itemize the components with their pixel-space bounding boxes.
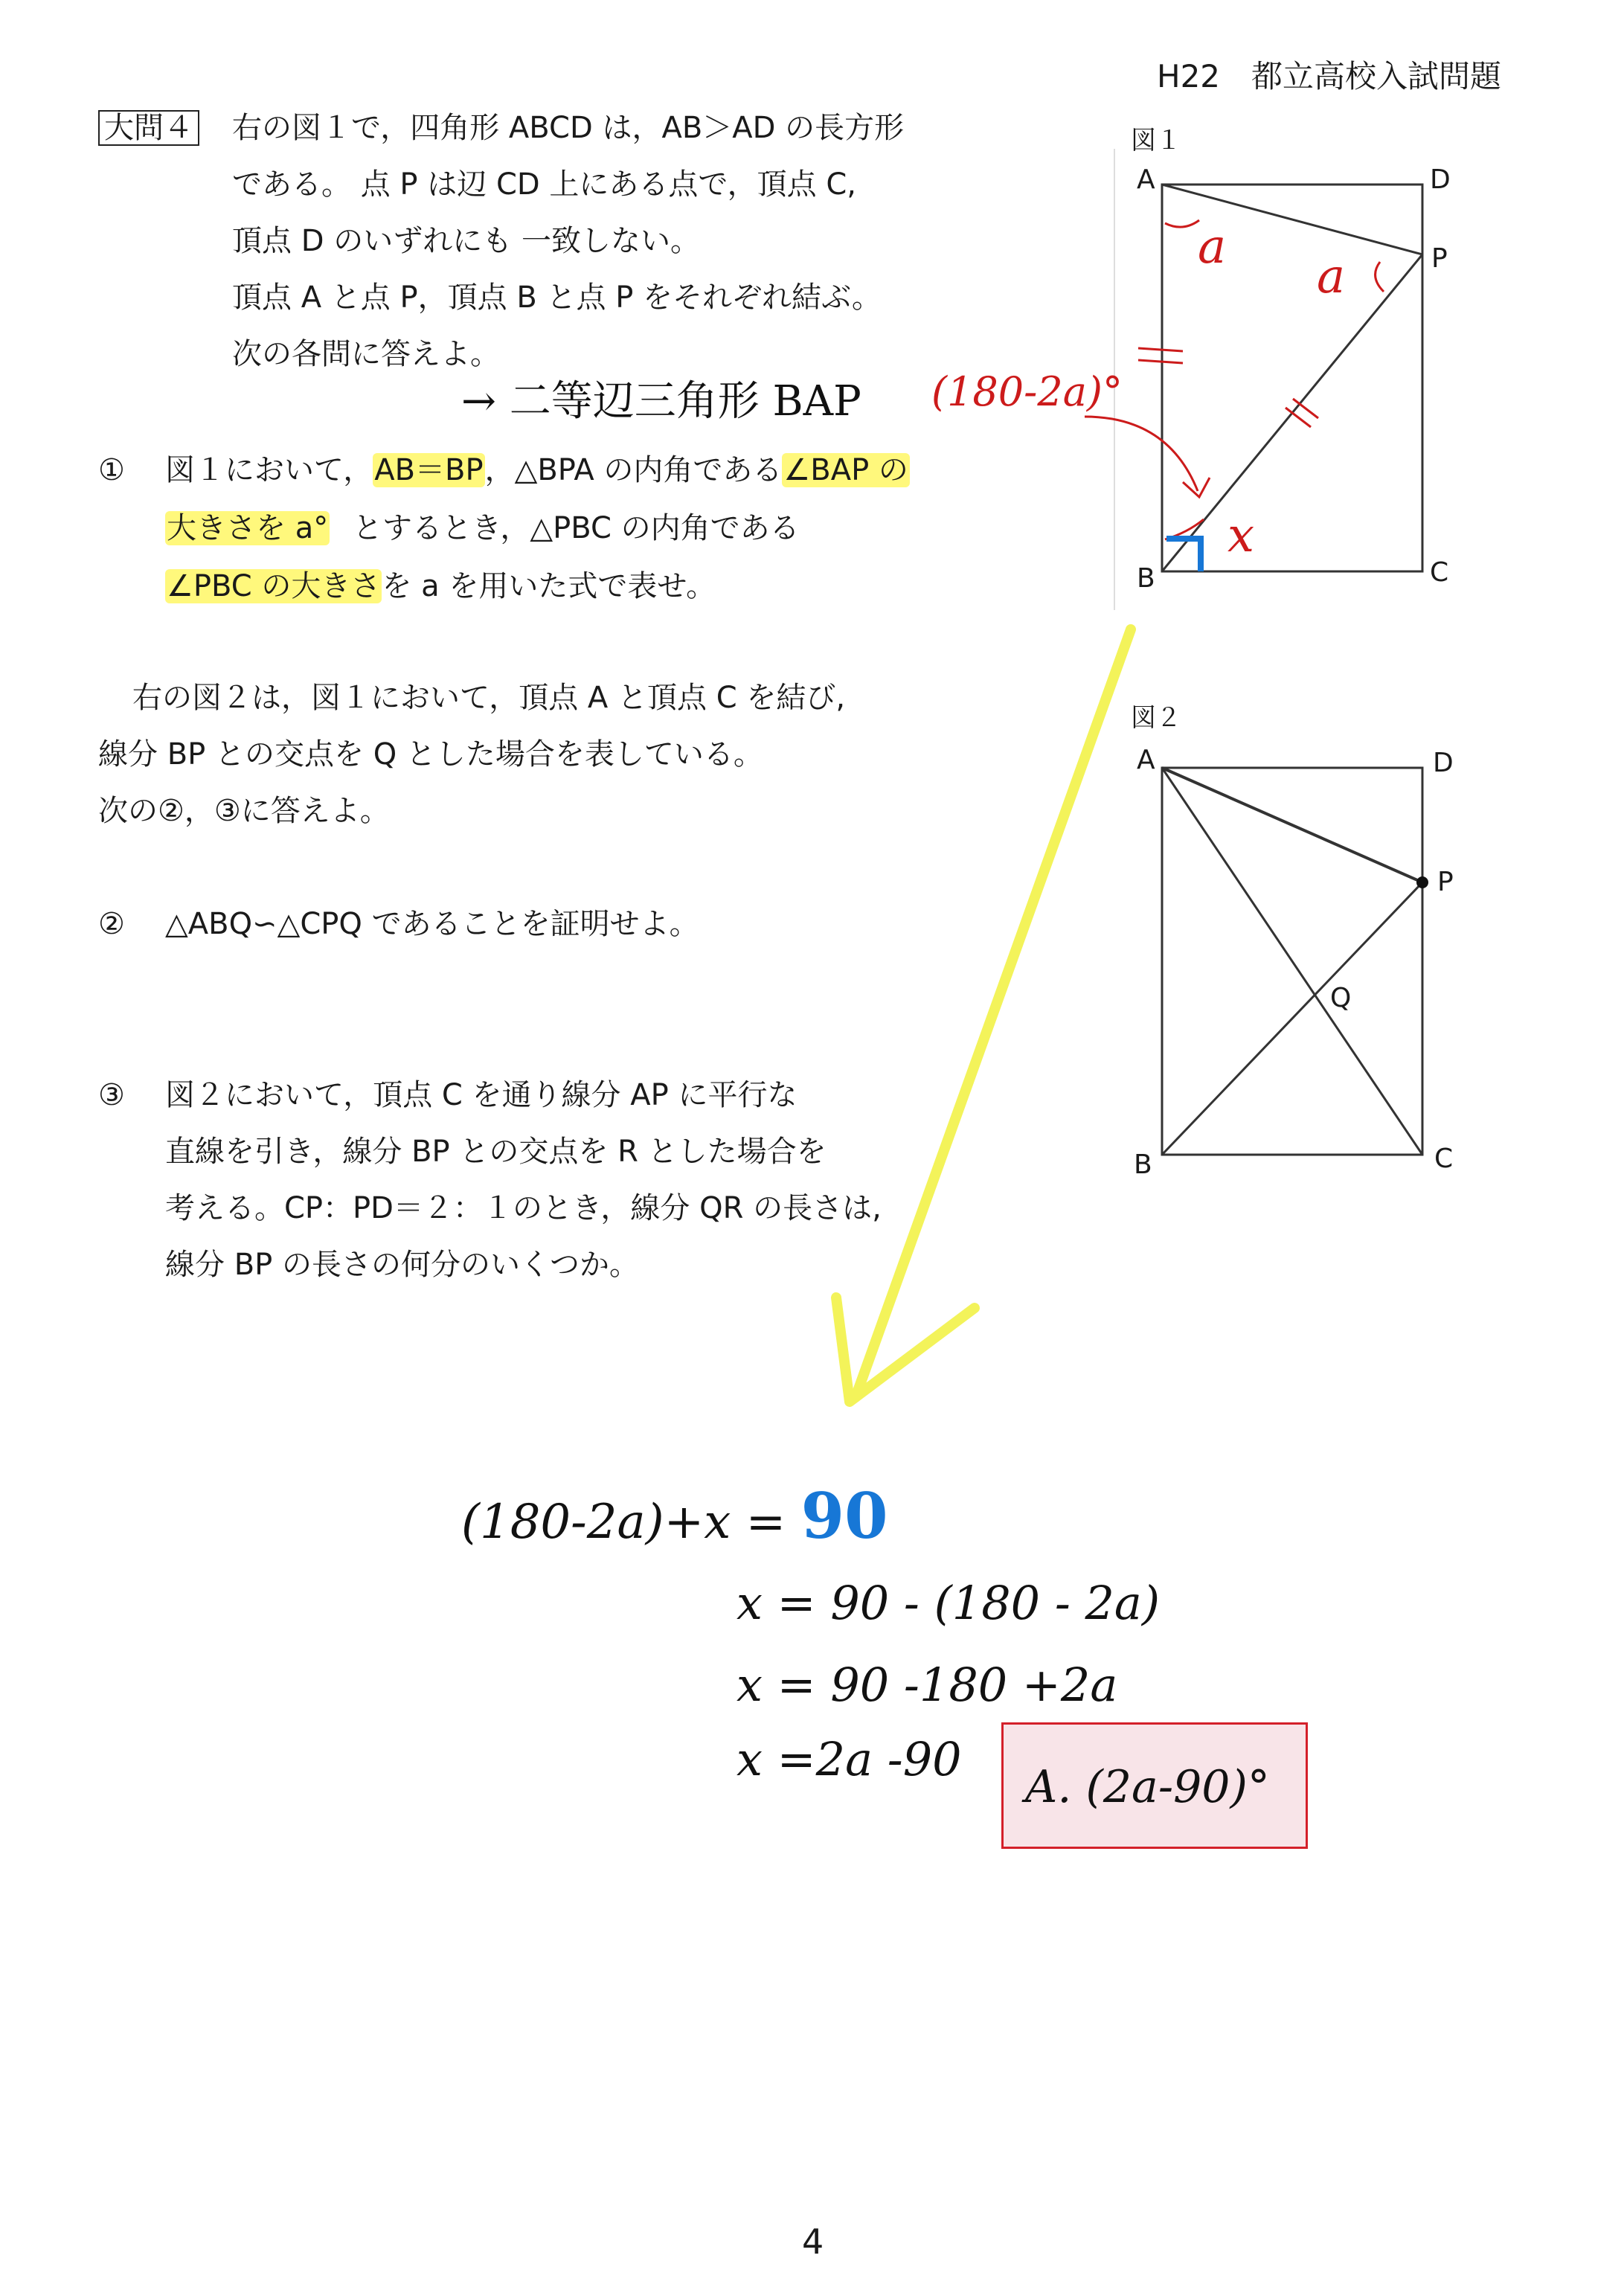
figure-2 xyxy=(1162,768,1428,1155)
q1-mid: ，△BPA の内角である xyxy=(484,453,783,487)
q2-number: ② xyxy=(98,907,125,941)
intro-line-5: 次の各問に答えよ。 xyxy=(232,337,500,371)
fig1-label-b: B xyxy=(1137,563,1155,594)
q3-number: ③ xyxy=(98,1078,125,1112)
q1-highlight-ab-bp: AB＝BP xyxy=(374,453,484,487)
q1-number: ① xyxy=(98,453,125,487)
solution-eq4: x =2a -90 xyxy=(736,1732,962,1786)
fig2-label-c: C xyxy=(1434,1144,1454,1174)
fig1-label-d: D xyxy=(1430,164,1451,195)
answer-text: A. (2a-90)° xyxy=(1025,1761,1270,1813)
solution-eq1-right: 90 xyxy=(800,1479,888,1553)
equal-mark-ab-2 xyxy=(1138,360,1183,363)
fig2-label-d: D xyxy=(1433,748,1454,778)
solution-eq1-left: (180-2a)+x = xyxy=(461,1495,786,1550)
intro-line-3: 頂点 D のいずれにも 一致しない。 xyxy=(232,224,700,258)
fig2-intro-line-2: 線分 BP との交点を Q とした場合を表している。 xyxy=(98,737,763,772)
fig2-caption: 図２ xyxy=(1131,703,1181,733)
page-header-title: H22 都立高校入試問題 xyxy=(1157,58,1502,94)
equal-mark-ab-1 xyxy=(1138,348,1183,351)
q3-line-1: 図２において，頂点 C を通り線分 AP に平行な xyxy=(165,1078,797,1112)
fig1-hand-a1: a xyxy=(1198,219,1227,275)
fig1-label-a: A xyxy=(1137,164,1155,195)
solution-eq2: x = 90 - (180 - 2a) xyxy=(736,1576,1161,1630)
angle-arc-a xyxy=(1165,220,1199,227)
fig1-caption: 図１ xyxy=(1131,126,1181,155)
q1-highlight-size-a: 大きさを a° xyxy=(167,511,329,545)
q1-highlight-angle-bap: ∠BAP の xyxy=(783,453,908,487)
fig2-label-p: P xyxy=(1437,867,1454,897)
fig2-intro-line-3: 次の②，③に答えよ。 xyxy=(98,794,390,828)
q2-text: △ABQ∽△CPQ であることを証明せよ。 xyxy=(165,907,699,941)
page-number: 4 xyxy=(802,2222,824,2262)
q3-line-3: 考える。CP：PD＝２：１のとき，線分 QR の長さは, xyxy=(165,1191,882,1225)
angle-pointer-arrow xyxy=(1085,417,1198,491)
q1-highlight-angle-pbc: ∠PBC の大きさ xyxy=(167,569,381,603)
yellow-arrow xyxy=(836,629,1131,1402)
fig1-hand-a2: a xyxy=(1317,249,1346,304)
fig2-point-p xyxy=(1416,876,1428,888)
fig1-label-p: P xyxy=(1431,243,1448,274)
problem-label: 大問４ xyxy=(98,110,199,146)
fig2-intro-line-1: 右の図２は，図１において，頂点 A と頂点 C を結び, xyxy=(132,681,846,715)
fig2-segment-bp xyxy=(1162,882,1422,1155)
angle-arc-p xyxy=(1376,262,1384,292)
q3-line-4: 線分 BP の長さの何分のいくつか。 xyxy=(165,1248,639,1282)
intro-line-4: 頂点 A と点 P，頂点 B と点 P をそれぞれ結ぶ。 xyxy=(232,280,882,315)
q1-post: を a を用いた式で表せ。 xyxy=(382,569,716,603)
solution-eq1 xyxy=(461,1479,888,1553)
fig2-label-a: A xyxy=(1137,745,1155,775)
q1-pre: 図１において， xyxy=(165,453,373,487)
fig1-label-c: C xyxy=(1430,557,1449,588)
fig1-hand-x: x xyxy=(1227,508,1255,563)
q3-line-2: 直線を引き，線分 BP との交点を R とした場合を xyxy=(165,1135,827,1169)
intro-line-2: である。 点 P は辺 CD 上にある点で，頂点 C, xyxy=(232,167,856,202)
fig2-label-b: B xyxy=(1134,1149,1152,1180)
solution-eq3: x = 90 -180 +2a xyxy=(736,1658,1118,1712)
q1-mid2: とするとき，△PBC の内角である xyxy=(352,511,800,545)
fig2-label-q: Q xyxy=(1330,983,1352,1013)
yellow-arrow-shaft xyxy=(856,629,1131,1397)
note-isosceles: → 二等辺三角形 BAP xyxy=(461,377,861,426)
note-angle-expression: (180-2a)° xyxy=(931,368,1123,415)
intro-line-1: 右の図１で，四角形 ABCD は，AB＞AD の長方形 xyxy=(232,111,905,145)
